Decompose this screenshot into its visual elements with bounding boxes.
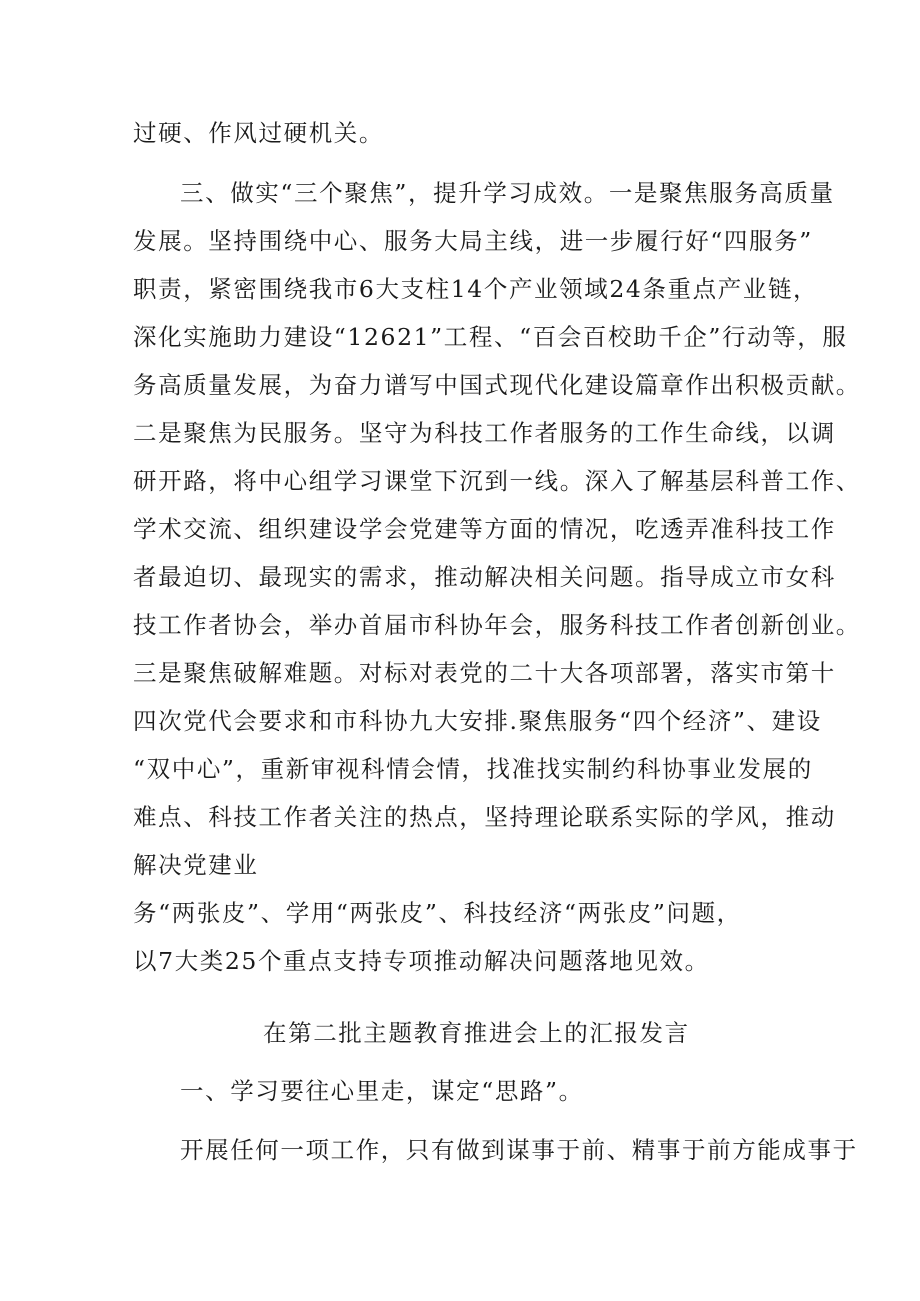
paragraph-line: 三是聚焦破解难题。对标对表党的二十大各项部署，落实市第十 bbox=[133, 659, 836, 687]
paragraph-line: 务“两张皮”、学用“两张皮”、科技经济“两张皮”问题， bbox=[133, 899, 742, 927]
paragraph-line: 学术交流、组织建设学会党建等方面的情况，吃透弄准科技工作 bbox=[133, 515, 836, 543]
paragraph-line: 技工作者协会，举办首届市科协年会，服务科技工作者创新创业。 bbox=[133, 611, 861, 639]
document-title: 在第二批主题教育推进会上的汇报发言 bbox=[263, 1019, 690, 1047]
paragraph-line: 务高质量发展，为奋力谱写中国式现代化建设篇章作出积极贡献。 bbox=[133, 371, 861, 399]
paragraph-line: 以7大类25个重点支持专项推动解决问题落地见效。 bbox=[133, 947, 710, 975]
paragraph-line: 开展任何一项工作，只有做到谋事于前、精事于前方能成事于 bbox=[180, 1136, 858, 1164]
paragraph-line: 研开路，将中心组学习课堂下沉到一线。深入了解基层科普工作、 bbox=[133, 467, 861, 495]
paragraph-line: 过硬、作风过硬机关。 bbox=[133, 119, 384, 147]
paragraph-line: 难点、科技工作者关注的热点，坚持理论联系实际的学风，推动 bbox=[133, 803, 836, 831]
paragraph-line: 深化实施助力建设“12621”工程、“百会百校助千企”行动等，服 bbox=[133, 323, 848, 351]
section-heading: 一、学习要往心里走，谋定“思路”。 bbox=[180, 1077, 584, 1105]
paragraph-line: 二是聚焦为民服务。坚守为科技工作者服务的工作生命线，以调 bbox=[133, 419, 836, 447]
paragraph-line: 者最迫切、最现实的需求，推动解决相关问题。指导成立市女科 bbox=[133, 563, 836, 591]
paragraph-line: 三、做实“三个聚焦”，提升学习成效。一是聚焦服务高质量 bbox=[180, 179, 835, 207]
paragraph-line: 解决党建业 bbox=[133, 851, 259, 879]
paragraph-line: “双中心”，重新审视科情会情，找准找实制约科协事业发展的 bbox=[133, 755, 813, 783]
paragraph-line: 发展。坚持围绕中心、服务大局主线，进一步履行好“四服务” bbox=[133, 227, 813, 255]
paragraph-line: 四次党代会要求和市科协九大安排.聚焦服务“四个经济”、建设 bbox=[133, 707, 822, 735]
paragraph-line: 职责，紧密围绕我市6大支柱14个产业领域24条重点产业链， bbox=[133, 275, 819, 303]
